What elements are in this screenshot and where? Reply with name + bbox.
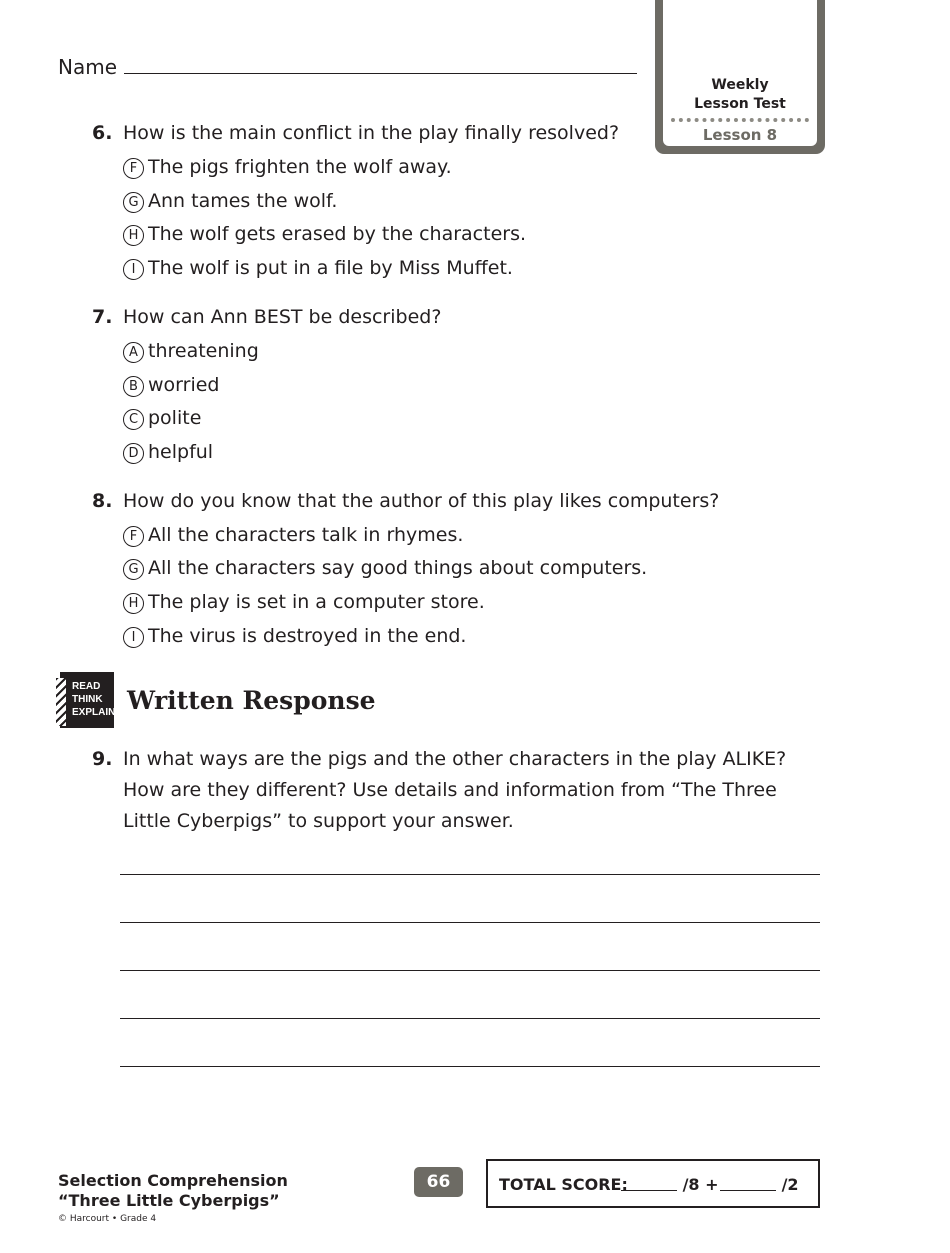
- name-label: Name: [58, 55, 118, 79]
- answer-option[interactable]: [123, 253, 513, 283]
- footer-subtitle: “Three Little Cyberpigs”: [58, 1191, 280, 1210]
- answer-text: The virus is destroyed in the end.: [148, 625, 467, 647]
- notebook-coil: [56, 678, 66, 726]
- answer-text: All the characters say good things about computers.: [148, 557, 648, 579]
- answer-bubble[interactable]: H: [123, 225, 144, 246]
- answer-bubble[interactable]: C: [123, 409, 144, 430]
- answer-line[interactable]: [120, 970, 820, 971]
- score-part-2: [720, 1175, 799, 1194]
- answer-text: The play is set in a computer store.: [148, 591, 485, 613]
- score-part-1: [621, 1175, 719, 1194]
- score-label: TOTAL SCORE:: [499, 1175, 628, 1194]
- name-line[interactable]: [124, 73, 637, 74]
- answer-text: The pigs frighten the wolf away.: [148, 156, 452, 178]
- footer-copyright: © Harcourt • Grade 4: [58, 1214, 157, 1224]
- footer-title: Selection Comprehension: [58, 1171, 288, 1190]
- answer-bubble[interactable]: G: [123, 192, 144, 213]
- answer-text: Ann tames the wolf.: [148, 190, 338, 212]
- score-max-2: /2: [781, 1175, 799, 1194]
- answer-line[interactable]: [120, 1066, 820, 1067]
- answer-option[interactable]: [123, 437, 213, 467]
- lesson-tab-lesson: Lesson 8: [702, 126, 778, 144]
- question-number: 7.: [92, 306, 113, 328]
- answer-option[interactable]: [123, 152, 452, 182]
- answer-bubble[interactable]: I: [123, 627, 144, 648]
- answer-bubble[interactable]: B: [123, 376, 144, 397]
- answer-text: helpful: [148, 441, 214, 463]
- score-blank[interactable]: [720, 1176, 776, 1191]
- answer-line[interactable]: [120, 1018, 820, 1019]
- answer-option[interactable]: [123, 553, 647, 583]
- lesson-tab-title: Weekly Lesson Test: [694, 77, 786, 112]
- written-response-heading: Written Response: [127, 686, 376, 715]
- read-think-explain-icon: [60, 672, 114, 728]
- answer-option[interactable]: [123, 621, 466, 651]
- answer-option[interactable]: [123, 587, 485, 617]
- answer-bubble[interactable]: I: [123, 259, 144, 280]
- question-text: How is the main conflict in the play finally resolved?: [123, 122, 620, 144]
- page-number: 66: [414, 1167, 463, 1197]
- answer-bubble[interactable]: H: [123, 593, 144, 614]
- answer-line[interactable]: [120, 874, 820, 875]
- answer-text: The wolf gets erased by the characters.: [148, 223, 527, 245]
- lesson-tab-inner: [663, 0, 817, 146]
- question-number: 8.: [92, 490, 113, 512]
- answer-option[interactable]: [123, 186, 337, 216]
- answer-text: The wolf is put in a file by Miss Muffet.: [148, 257, 513, 279]
- answer-option[interactable]: [123, 336, 259, 366]
- question-text: How do you know that the author of this play likes computers?: [123, 490, 720, 512]
- answer-option[interactable]: [123, 370, 219, 400]
- answer-text: polite: [148, 407, 202, 429]
- score-max-1: /8 +: [682, 1175, 719, 1194]
- lesson-tab-divider: [671, 118, 809, 122]
- question-text: How can Ann BEST be described?: [123, 306, 442, 328]
- answer-text: worried: [148, 374, 220, 396]
- question-number: 6.: [92, 122, 113, 144]
- answer-text: threatening: [148, 340, 259, 362]
- answer-option[interactable]: [123, 219, 526, 249]
- score-blank[interactable]: [621, 1176, 677, 1191]
- read-think-explain-label: READ THINK EXPLAIN: [72, 681, 116, 718]
- answer-bubble[interactable]: F: [123, 526, 144, 547]
- answer-option[interactable]: [123, 520, 463, 550]
- answer-option[interactable]: [123, 403, 201, 433]
- answer-bubble[interactable]: A: [123, 342, 144, 363]
- answer-bubble[interactable]: D: [123, 443, 144, 464]
- answer-line[interactable]: [120, 922, 820, 923]
- lesson-tab: [655, 0, 825, 154]
- answer-bubble[interactable]: F: [123, 158, 144, 179]
- question-number: 9.: [92, 748, 113, 770]
- total-score-box: [486, 1159, 820, 1208]
- question-text: In what ways are the pigs and the other characters in the play ALIKE? How are they different? Use details and information from “The Three Little Cyberpigs” to support your answer.: [123, 748, 787, 832]
- answer-text: All the characters talk in rhymes.: [148, 524, 464, 546]
- answer-bubble[interactable]: G: [123, 559, 144, 580]
